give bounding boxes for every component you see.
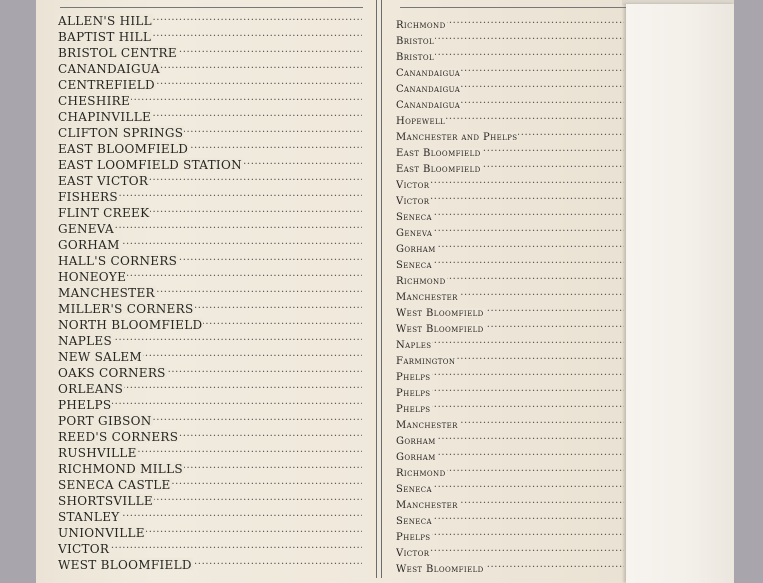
town-row [396, 221, 624, 237]
locality-name: PORT GIBSON [58, 414, 152, 426]
locality-name: EAST BLOOMFIELD [58, 142, 189, 154]
town-name: Naples [396, 340, 432, 349]
town-row [396, 413, 624, 429]
locality-name: RUSHVILLE [58, 446, 137, 458]
locality-column [58, 10, 362, 570]
locality-name: NORTH BLOOMFIELD [58, 318, 203, 330]
locality-row [58, 346, 362, 362]
town-row [396, 269, 624, 285]
locality-name: HALL'S CORNERS [58, 254, 178, 266]
town-name: Seneca [396, 212, 433, 221]
town-row [396, 477, 624, 493]
town-row [396, 237, 624, 253]
town-name: Gorham [396, 452, 436, 461]
locality-name: MANCHESTER [58, 286, 155, 298]
locality-row [58, 26, 362, 42]
locality-name: CANANDAIGUA [58, 62, 160, 74]
town-name: Canandaigua [396, 100, 461, 109]
town-name: West Bloomfield [396, 324, 484, 333]
town-row [396, 317, 624, 333]
town-row [396, 45, 624, 61]
locality-name: GENEVA [58, 222, 114, 234]
town-name: Seneca [396, 484, 433, 493]
locality-name: SHORTSVILLE [58, 494, 153, 506]
town-row [396, 285, 624, 301]
locality-name: NEW SALEM [58, 350, 143, 362]
town-row [396, 141, 624, 157]
town-name: Phelps [396, 372, 431, 381]
locality-row [58, 426, 362, 442]
locality-row [58, 250, 362, 266]
town-row [396, 109, 624, 125]
town-row [396, 29, 624, 45]
town-name: Canandaigua [396, 68, 461, 77]
locality-row [58, 218, 362, 234]
column-divider [376, 0, 377, 578]
column-divider [381, 0, 382, 578]
locality-name: EAST LOOMFIELD STATION [58, 158, 242, 170]
locality-row [58, 458, 362, 474]
town-row [396, 525, 624, 541]
town-name: Manchester and Phelps [396, 132, 518, 141]
town-row [396, 93, 624, 109]
locality-row [58, 362, 362, 378]
town-name: West Bloomfield [396, 564, 484, 573]
town-name: Hopewell [396, 116, 446, 125]
locality-name: REED'S CORNERS [58, 430, 179, 442]
town-name: Phelps [396, 532, 431, 541]
locality-row [58, 266, 362, 282]
locality-name: RICHMOND MILLS [58, 462, 183, 474]
locality-row [58, 474, 362, 490]
town-row [396, 61, 624, 77]
locality-row [58, 394, 362, 410]
locality-row [58, 42, 362, 58]
top-rule-left [60, 7, 363, 8]
town-name: Richmond [396, 276, 446, 285]
locality-name: GORHAM [58, 238, 120, 250]
locality-row [58, 330, 362, 346]
locality-name: WEST BLOOMFIELD [58, 558, 192, 570]
locality-name: CHAPINVILLE [58, 110, 152, 122]
town-row [396, 189, 624, 205]
locality-name: ORLEANS [58, 382, 124, 394]
town-name: Victor [396, 196, 430, 205]
locality-name: NAPLES [58, 334, 112, 346]
top-rule-right [400, 7, 626, 8]
town-row [396, 125, 624, 141]
locality-row [58, 442, 362, 458]
locality-row [58, 298, 362, 314]
town-name: Victor [396, 180, 430, 189]
town-row [396, 205, 624, 221]
locality-name: CENTREFIELD [58, 78, 155, 90]
town-name: East Bloomfield [396, 148, 481, 157]
town-name: Seneca [396, 516, 433, 525]
town-row [396, 429, 624, 445]
locality-name: CHESHIRE [58, 94, 131, 106]
town-column [396, 13, 624, 573]
locality-name: UNIONVILLE [58, 526, 145, 538]
locality-name: BRISTOL CENTRE [58, 46, 177, 58]
town-row [396, 397, 624, 413]
locality-name: ALLEN'S HILL [58, 14, 152, 26]
town-name: Bristol [396, 36, 435, 45]
town-name: Seneca [396, 260, 433, 269]
town-row [396, 541, 624, 557]
town-row [396, 445, 624, 461]
locality-name: CLIFTON SPRINGS [58, 126, 184, 138]
town-name: Phelps [396, 404, 431, 413]
town-name: Manchester [396, 292, 458, 301]
town-name: Canandaigua [396, 84, 461, 93]
town-row [396, 301, 624, 317]
town-row [396, 365, 624, 381]
town-row [396, 349, 624, 365]
town-row [396, 557, 624, 573]
town-name: Gorham [396, 244, 436, 253]
locality-name: BAPTIST HILL [58, 30, 152, 42]
locality-row [58, 74, 362, 90]
locality-name: EAST VICTOR [58, 174, 149, 186]
town-row [396, 381, 624, 397]
town-name: Manchester [396, 500, 458, 509]
locality-name: OAKS CORNERS [58, 366, 166, 378]
locality-row [58, 522, 362, 538]
town-row [396, 77, 624, 93]
locality-row [58, 378, 362, 394]
locality-row [58, 186, 362, 202]
locality-name: FLINT CREEK [58, 206, 150, 218]
locality-row [58, 122, 362, 138]
folded-page-edge [626, 4, 734, 583]
town-row [396, 13, 624, 29]
town-row [396, 253, 624, 269]
locality-row [58, 138, 362, 154]
locality-row [58, 538, 362, 554]
locality-row [58, 202, 362, 218]
locality-name: STANLEY [58, 510, 120, 522]
town-name: Richmond [396, 468, 446, 477]
town-name: East Bloomfield [396, 164, 481, 173]
town-name: Manchester [396, 420, 458, 429]
town-name: Geneva [396, 228, 433, 237]
locality-row [58, 10, 362, 26]
locality-row [58, 90, 362, 106]
locality-row [58, 170, 362, 186]
town-row [396, 333, 624, 349]
town-name: Richmond [396, 20, 446, 29]
locality-name: HONEOYE [58, 270, 127, 282]
locality-row [58, 506, 362, 522]
town-name: Phelps [396, 388, 431, 397]
town-name: Farmington [396, 356, 456, 365]
locality-row [58, 154, 362, 170]
town-name: Bristol [396, 52, 435, 61]
locality-row [58, 282, 362, 298]
town-row [396, 509, 624, 525]
locality-name: PHELPS [58, 398, 112, 410]
locality-name: MILLER'S CORNERS [58, 302, 194, 314]
locality-row [58, 554, 362, 570]
locality-row [58, 314, 362, 330]
town-name: West Bloomfield [396, 308, 484, 317]
locality-name: FISHERS [58, 190, 118, 202]
town-name: Gorham [396, 436, 436, 445]
town-name: Victor [396, 548, 430, 557]
town-row [396, 157, 624, 173]
locality-row [58, 410, 362, 426]
town-row [396, 173, 624, 189]
locality-row [58, 490, 362, 506]
locality-name: SENECA CASTLE [58, 478, 171, 490]
locality-name: VICTOR [58, 542, 110, 554]
locality-row [58, 106, 362, 122]
town-row [396, 461, 624, 477]
locality-row [58, 234, 362, 250]
town-row [396, 493, 624, 509]
locality-row [58, 58, 362, 74]
